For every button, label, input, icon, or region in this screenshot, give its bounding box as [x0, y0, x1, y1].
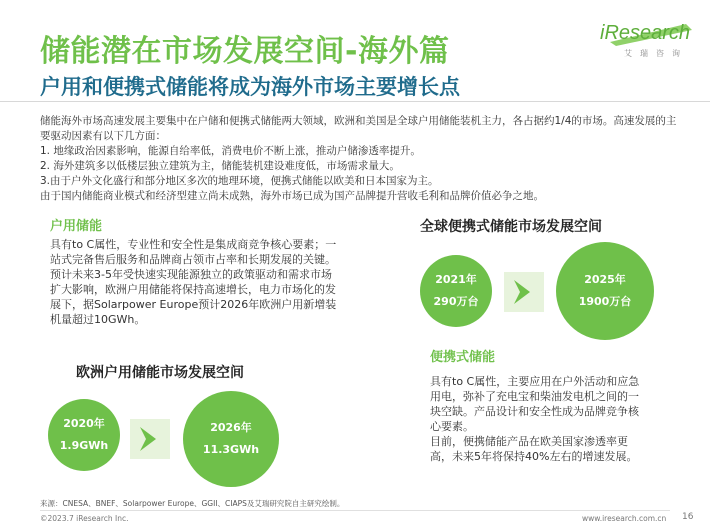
europe-from-year: 2020年: [63, 417, 105, 430]
page-subtitle: 户用和便携式储能将成为海外市场主要增长点: [40, 75, 460, 99]
global-2021-circle: [420, 255, 492, 327]
intro-point-3: 3.由于户外文化盛行和部分地区多次的地理环境，便携式储能以欧美和日本国家为主。: [40, 175, 439, 187]
global-arrow: [504, 272, 544, 312]
europe-to-year: 2026年: [210, 421, 252, 434]
intro-section: [40, 114, 680, 204]
website-link[interactable]: www.iresearch.com.cn: [582, 514, 667, 523]
household-text-2: 预计未来3-5年受快速实现能源独立的政策驱动和需求市场扩大影响，欧洲户用储能将保持高速增长，电力市场化的发展下，据Solarpower Europe预计2026年欧洲户用新增装机量超过10GWh。: [50, 268, 337, 326]
logo-brand: iResearch: [600, 22, 691, 44]
header-divider: [0, 101, 710, 102]
global-2025-circle: [556, 242, 654, 340]
chevron-right-icon: [130, 419, 170, 459]
iresearch-logo: [600, 20, 696, 64]
portable-title: 便携式储能: [430, 350, 496, 365]
household-title: 户用储能: [50, 219, 103, 234]
household-text-1: 具有to C属性，专业性和安全性是集成商竞争核心要素；一站式完备售后服务和品牌商占领市占率和长期发展的关键。: [50, 238, 337, 266]
global-to-year: 2025年: [584, 273, 626, 286]
global-chart-title: 全球便携式储能市场发展空间: [420, 219, 602, 235]
portable-text-1: 具有to C属性，主要应用在户外活动和应急用电，弥补了充电宝和柴油发电机之间的一块空缺。产品设计和安全性成为品牌竞争核心要素。: [430, 375, 640, 433]
logo-cn-name: 艾瑞咨询: [624, 49, 688, 58]
portable-text: [430, 374, 645, 464]
page-title: 储能潜在市场发展空间-海外篇: [40, 34, 450, 69]
source-note: 来源：CNESA、BNEF、Solarpower Europe、GGII、CIAPS及艾瑞研究院自主研究绘制。: [40, 499, 345, 508]
europe-2026-circle: [183, 391, 279, 487]
copyright: ©2023.7 iResearch Inc.: [40, 514, 129, 523]
europe-from-value: 1.9GWh: [59, 439, 109, 452]
page-number: 16: [682, 512, 694, 522]
global-to-value: 1900万台: [578, 295, 632, 308]
europe-to-value: 11.3GWh: [202, 443, 260, 456]
global-from-year: 2021年: [435, 273, 477, 286]
europe-chart-title: 欧洲户用储能市场发展空间: [76, 365, 244, 381]
intro-point-1: 1. 地缘政治因素影响，能源自给率低，消费电价不断上涨，推动户储渗透率提升。: [40, 145, 421, 157]
intro-paragraph: 储能海外市场高速发展主要集中在户储和便携式储能两大领域，欧洲和美国是全球户用储能装机主力，各占据约1/4的市场。高速发展的主要驱动因素有以下几方面：: [40, 115, 677, 142]
global-from-value: 290万台: [433, 295, 479, 308]
household-text: [50, 237, 340, 327]
portable-text-2: 目前，便携储能产品在欧美国家渗透率更高，未来5年将保持40%左右的增速发展。: [430, 435, 638, 463]
chevron-right-icon: [504, 272, 544, 312]
footer-divider: [40, 510, 670, 511]
intro-point-2: 2. 海外建筑多以低楼层独立建筑为主，储能装机建设难度低，市场需求量大。: [40, 160, 400, 172]
europe-2020-circle: [48, 399, 120, 471]
europe-arrow: [130, 419, 170, 459]
intro-closing: 由于国内储能商业模式和经济型建立尚未成熟，海外市场已成为国产品牌提升营收毛利和品牌价值必争之地。: [40, 190, 544, 202]
